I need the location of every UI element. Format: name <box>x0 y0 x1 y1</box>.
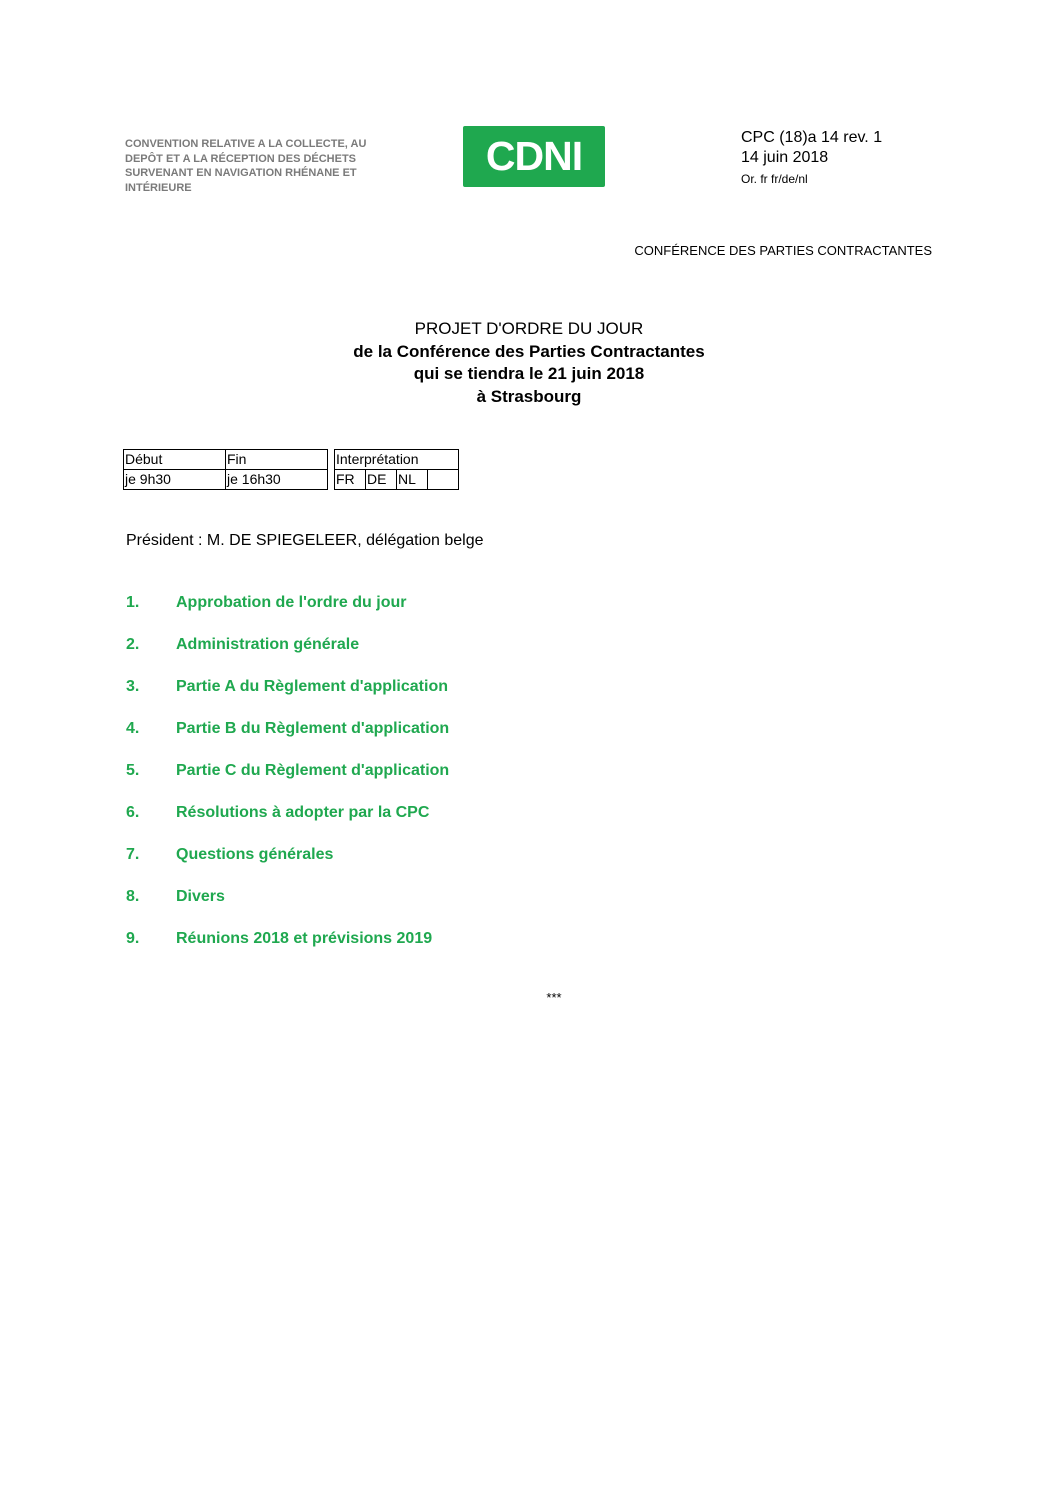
doc-date: 14 juin 2018 <box>741 149 829 166</box>
agenda-item-label: Réunions 2018 et prévisions 2019 <box>176 930 433 947</box>
convention-line: CONVENTION RELATIVE A LA COLLECTE, AU <box>125 138 367 150</box>
president-line: Président : M. DE SPIEGELEER, délégation belge <box>126 532 484 549</box>
agenda-item <box>126 634 449 676</box>
language-cell: NL <box>397 470 428 490</box>
cdni-logo <box>463 126 605 187</box>
convention-title <box>125 137 425 195</box>
agenda-item-label: Divers <box>176 888 225 905</box>
agenda-item-number: 4. <box>126 720 140 737</box>
table-row <box>335 450 459 470</box>
agenda-item-number: 5. <box>126 762 140 779</box>
page-title <box>0 318 1058 408</box>
agenda-item-number: 1. <box>126 594 140 611</box>
start-header: Début <box>124 450 226 470</box>
end-header: Fin <box>226 450 328 470</box>
agenda-item <box>126 928 449 970</box>
agenda-item-number: 2. <box>126 636 140 653</box>
agenda-item-number: 9. <box>126 930 140 947</box>
title-line-4: à Strasbourg <box>476 386 582 406</box>
end-marker: *** <box>546 990 562 1005</box>
agenda-item <box>126 760 449 802</box>
agenda-item-label: Partie A du Règlement d'application <box>176 678 448 695</box>
convention-line: DEPÔT ET A LA RÉCEPTION DES DÉCHETS <box>125 152 357 165</box>
agenda-item-label: Administration générale <box>176 636 360 653</box>
interpretation-header: Interprétation <box>335 450 459 470</box>
agenda-item-number: 3. <box>126 678 140 695</box>
agenda-item <box>126 592 449 634</box>
table-row <box>335 470 459 490</box>
interpretation-table <box>334 449 459 490</box>
agenda-item-label: Partie C du Règlement d'application <box>176 762 450 779</box>
schedule-times-table <box>123 449 328 490</box>
table-row <box>124 470 328 490</box>
agenda-item-label: Approbation de l'ordre du jour <box>176 594 407 611</box>
table-row <box>124 450 328 470</box>
agenda-item <box>126 886 449 928</box>
agenda-item <box>126 844 449 886</box>
convention-line: SURVENANT EN NAVIGATION RHÉNANE ET <box>125 167 357 179</box>
title-line-3: qui se tiendra le 21 juin 2018 <box>413 364 645 383</box>
conference-label: CONFÉRENCE DES PARTIES CONTRACTANTES <box>634 243 932 258</box>
start-value: je 9h30 <box>124 470 226 490</box>
convention-line: INTÉRIEURE <box>125 181 192 194</box>
doc-ref-code: CPC (18)a 14 rev. 1 <box>741 129 883 146</box>
agenda-list <box>126 592 449 970</box>
agenda-item <box>126 802 449 844</box>
language-cell <box>428 470 459 490</box>
language-cell: FR <box>335 470 366 490</box>
agenda-item-number: 8. <box>126 888 140 905</box>
agenda-item-label: Résolutions à adopter par la CPC <box>176 804 430 821</box>
agenda-item <box>126 718 449 760</box>
agenda-item-label: Questions générales <box>176 846 334 863</box>
document-reference <box>741 128 882 190</box>
end-value: je 16h30 <box>226 470 328 490</box>
agenda-item <box>126 676 449 718</box>
doc-languages: Or. fr fr/de/nl <box>741 172 808 186</box>
agenda-item-number: 7. <box>126 846 140 863</box>
title-line-1: PROJET D'ORDRE DU JOUR <box>414 319 644 338</box>
agenda-item-number: 6. <box>126 804 140 821</box>
logo-text: CDNI <box>485 133 583 179</box>
language-cell: DE <box>366 470 397 490</box>
agenda-item-label: Partie B du Règlement d'application <box>176 720 450 737</box>
title-line-2: de la Conférence des Parties Contractantes <box>353 341 705 361</box>
